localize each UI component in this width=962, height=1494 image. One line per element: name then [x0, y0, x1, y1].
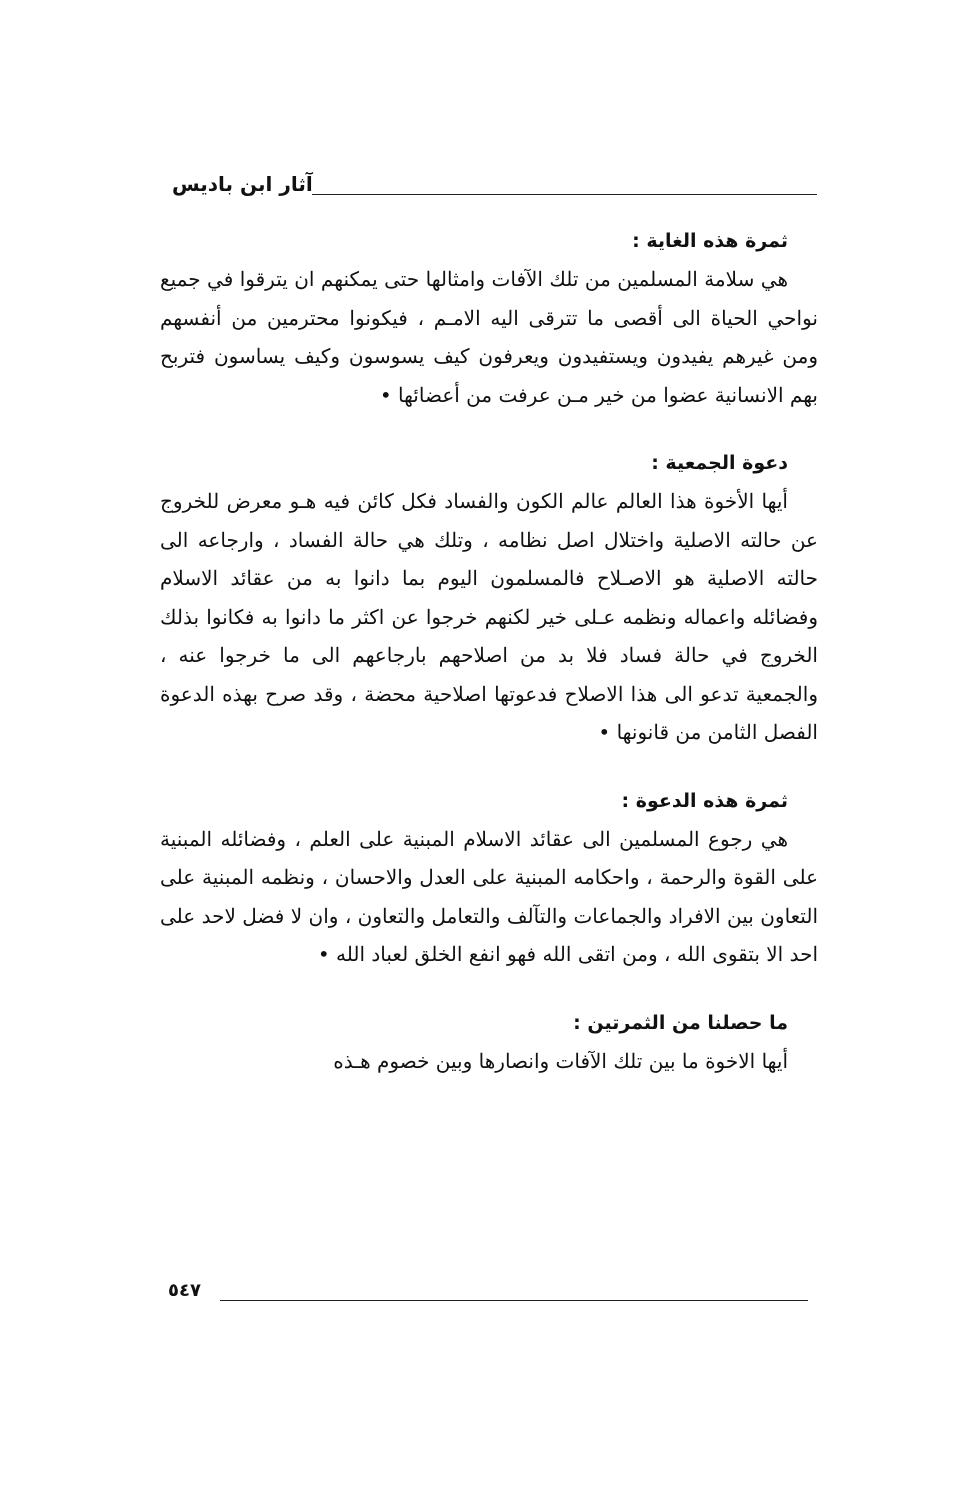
section-heading: ثمرة هذه الغاية :: [632, 230, 788, 252]
page-body: [160, 222, 818, 1080]
footer-rule: [220, 1300, 808, 1301]
section-paragraph: أيها الاخوة ما بين تلك الآفات وانصارها وبين خصوم هـذه: [333, 1048, 788, 1073]
book-title: آثار ابن باديس: [172, 172, 313, 196]
section-paragraph: هي سلامة المسلمين من تلك الآفات وامثالها حتى يمكنهم ان يترقوا في جميع نواحي الحياة الى أقصى ما تترقى اليه الامـم ، فيكونوا محترمين من أنفسهم ومن غيرهم يفيدون ويستفيدون ويعرفون كيف يسوسون وكيف يساسون فتربح بهم الانسانية عضوا من خير مـن عرفت من أعضائها •: [160, 267, 818, 407]
section-heading: ثمرة هذه الدعوة :: [621, 789, 788, 812]
section-heading: دعوة الجمعية :: [651, 452, 788, 474]
section-heading: ما حصلنا من الثمرتين :: [573, 1011, 788, 1034]
section-paragraph: أيها الأخوة هذا العالم عالم الكون والفساد فكل كائن فيه هـو معرض للخروج عن حالته الاصلية واختلال اصل نظامه ، وتلك هي حالة الفساد ، وارجاعه الى حالته الاصلية هو الاصـلاح فالمسلمون اليوم بما دانوا به من عقائد الاسلام وفضائله واعماله ونظمه عـلى خير لكنهم خرجوا عن اكثر ما دانوا به فكانوا بذلك الخروج في حالة فساد فلا بد من اصلاحهم بارجاعهم الى ما خرجوا عنه ، والجمعية تدعو الى هذا الاصلاح فدعوتها اصلاحية محضة ، وقد صرح بهذه الدعوة الفصل الثامن من قانونها •: [160, 489, 818, 744]
section-paragraph: هي رجوع المسلمين الى عقائد الاسلام المبنية على العلم ، وفضائله المبنية على القوة والرحمة ، واحكامه المبنية على العدل والاحسان ، ونظمه المبنية على التعاون بين الافراد والجماعات والتآلف والتعامل والتعاون ، وان لا فضل لاحد على احد الا بتقوى الله ، ومن اتقى الله فهو انفع الخلق لعباد الله •: [160, 826, 818, 966]
page-footer: [168, 1280, 808, 1310]
page-number: ٥٤٧: [168, 1280, 201, 1301]
header-rule: [312, 194, 817, 195]
running-header: [172, 168, 817, 204]
